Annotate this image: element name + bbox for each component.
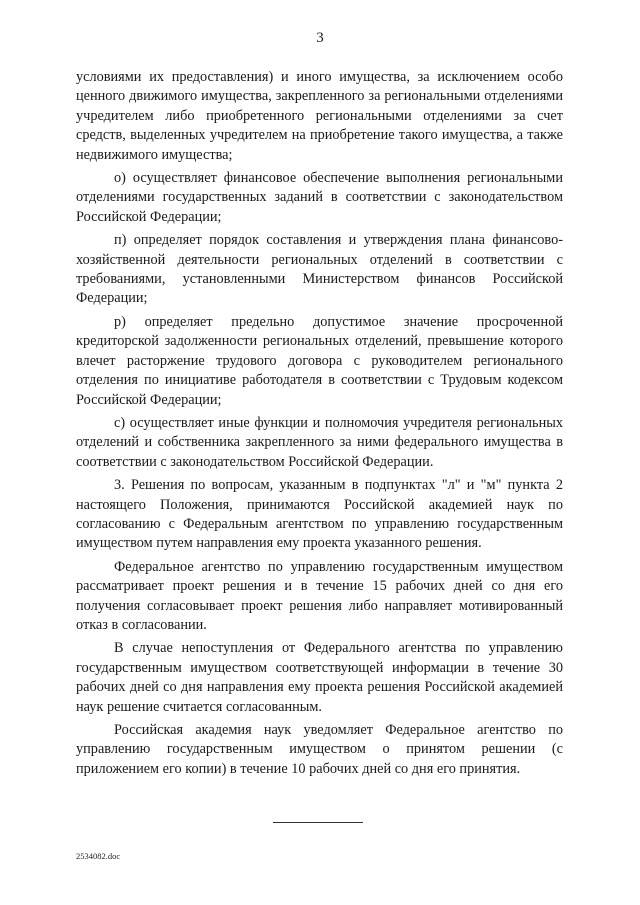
document-body <box>76 68 563 783</box>
paragraph-item-p: п) определяет порядок составления и утверждения плана финансово-хозяйственной деятельности региональных отделений в соответствии с требованиями, установленными Министерством финансов Российской Федерации; <box>76 232 563 307</box>
page-number: 3 <box>316 30 324 46</box>
paragraph-clause-3: 3. Решения по вопросам, указанным в подпунктах "л" и "м" пункта 2 настоящего Положения, принимаются Российской академией наук по согласованию с Федеральным агентством по управлению государственным имуществом путем направления ему проекта указанного решения. <box>76 477 563 552</box>
separator-line <box>273 822 363 823</box>
file-name-footer: 2534082.doc <box>76 851 121 861</box>
paragraph-item-s: с) осуществляет иные функции и полномочия учредителя региональных отделений и собственника закрепленного за ними федерального имущества в соответствии с законодательством Российской Федерации. <box>76 414 563 470</box>
paragraph-continuation: условиями их предоставления) и иного имущества, за исключением особо ценного движимого имущества, закрепленного за региональными отделениями учредителем либо приобретенного региональными отделениями за счет средств, выделенных учредителем на приобретение такого имущества, а также недвижимого имущества; <box>76 69 563 163</box>
paragraph-item-o: о) осуществляет финансовое обеспечение выполнения региональными отделениями государственных заданий в соответствии с законодательством Российской Федерации; <box>76 170 563 225</box>
paragraph-item-r: р) определяет предельно допустимое значение просроченной кредиторской задолженности региональных отделений, превышение которого влечет расторжение трудового договора с руководителем регионального отделения по инициативе работодателя в соответствии с Трудовым кодексом Российской Федерации; <box>76 313 563 408</box>
paragraph-no-response: В случае непоступления от Федерального агентства по управлению государственным имуществом соответствующей информации в течение 30 рабочих дней со дня направления ему проекта решения Российской академией наук решение считается согласованным. <box>76 640 563 715</box>
paragraph-notification: Российская академия наук уведомляет Федеральное агентство по управлению государственным имуществом о принятом решении (с приложением его копии) в течение 10 рабочих дней со дня его принятия. <box>76 722 563 777</box>
paragraph-agency-review: Федеральное агентство по управлению государственным имуществом рассматривает проект решения и в течение 15 рабочих дней со дня его получения согласовывает проект решения либо направляет мотивированный отказ в согласовании. <box>76 558 563 633</box>
